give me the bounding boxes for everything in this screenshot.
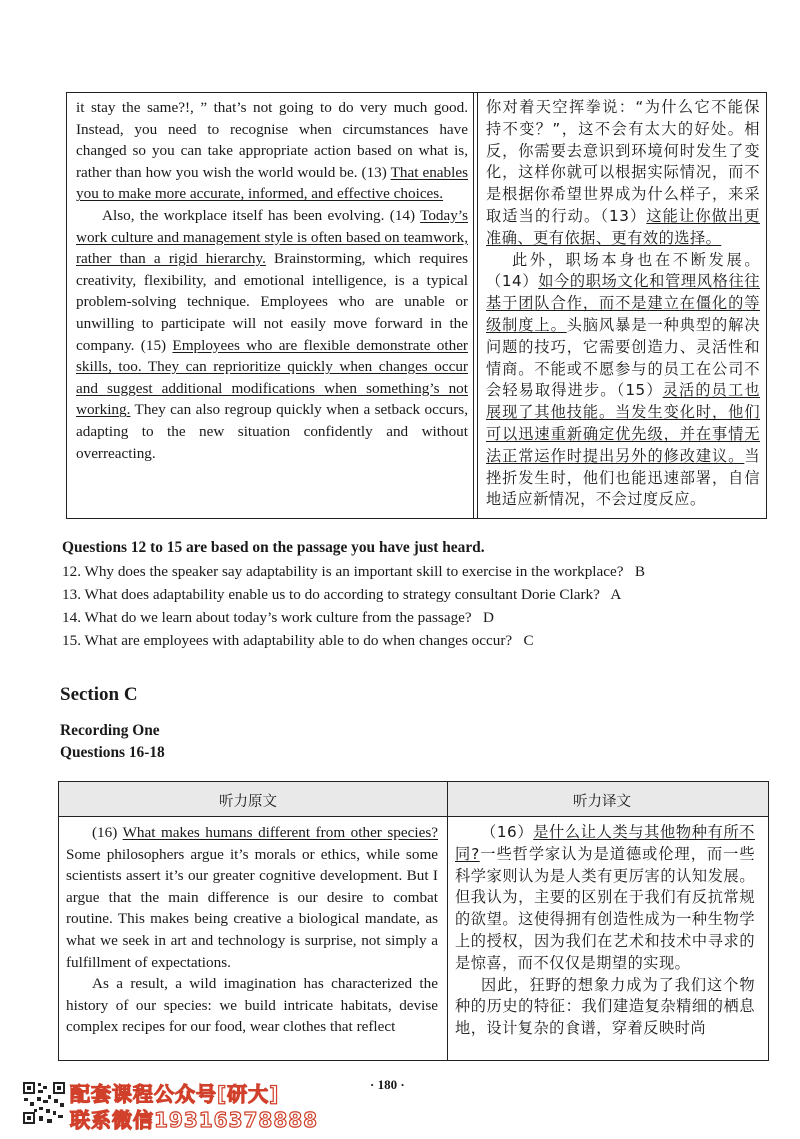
section-title: Section C <box>60 684 138 705</box>
watermark-line-2: 联系微信19316378888 <box>70 1108 319 1132</box>
question-item: 13. What does adaptability enable us to do according to strategy consultant Dorie Clark? A <box>62 586 622 603</box>
question-item: 15. What are employees with adaptability able to do when changes occur? C <box>62 632 534 649</box>
recording-title: Recording One <box>60 722 160 739</box>
questions-range: Questions 16-18 <box>60 744 165 761</box>
answer-underline-14: Today’s work culture and management style is often based on teamwork, rather than a rigid hierarchy. <box>76 206 468 268</box>
en-paragraph: As a result, a wild imagination has characterized the history of our species: we build intricate habitats, devise complex recipes for our food, wear clothes that reflect <box>66 975 438 1036</box>
column-divider <box>477 93 478 518</box>
answer-underline-13: That enables you to make more accurate, informed, and effective choices. <box>76 163 468 203</box>
column-divider <box>447 782 448 1060</box>
answer-underline-16: What makes humans different from other species? <box>122 824 438 841</box>
english-transcript <box>76 97 468 464</box>
header-translation: 听力译文 <box>573 794 631 810</box>
answer-underline-15: Employees who are flexible demonstrate other skills, too. They can reprioritize quickly when changes occur and suggest additional modifications when something’s not working. <box>76 336 468 419</box>
answer-underline-14-zh: 如今的职场文化和管理风格往往基于团队合作，而不是建立在僵化的等级制度上。 <box>486 272 760 334</box>
questions-heading: Questions 12 to 15 are based on the passage you have just heard. <box>62 539 485 556</box>
zh-paragraph: 因此，狂野的想象力成为了我们这个物种的历史的特征：我们建造复杂精细的栖息地，设计复杂的食谱，穿着反映时尚 <box>455 975 755 1038</box>
column-divider <box>473 93 474 518</box>
answer-underline-15-zh: 灵活的员工也展现了其他技能。当发生变化时，他们可以迅速重新确定优先级，并在事情无法正常运作时提出另外的修改建议。 <box>486 381 761 465</box>
header-original: 听力原文 <box>219 794 277 810</box>
zh-paragraph: 此外，职场本身也在不断发展。（14）如今的职场文化和管理风格往往基于团队合作，而不是建立在僵化的等级制度上。头脑风暴是一种典型的解决问题的技巧，它需要创造力、灵活性和情商。不能或不愿参与的员工在公司不会轻易取得进步。（15）灵活的员工也展现了其他技能。当发生变化时，他们可以迅速重新确定优先级，并在事情无法正常运作时提出另外的修改建议。当挫折发生时，他们也能迅速部署，自信地适应新情况，不会过度反应。 <box>486 250 761 509</box>
zh-paragraph: （16）是什么让人类与其他物种有所不同?一些哲学家认为是道德或伦理，而一些科学家则认为是人类有更厉害的认知发展。但我认为，主要的区别在于我们有反抗常规的欲望。这使得拥有创造性成为一种生物学上的授权，因为我们在艺术和技术中寻求的是惊喜，而不仅仅是期望的实现。 <box>455 823 756 972</box>
qr-code-icon <box>22 1081 66 1125</box>
answer-underline-13-zh: 这能让你做出更准确、更有依据、更有效的选择。 <box>486 206 761 247</box>
zh-paragraph: 你对着天空挥拳说：“为什么它不能保持不变？”，这不会有太大的好处。相反，你需要去意识到环境何时发生了变化，这样你就可以根据实际情况，而不是根据你希望世界成为什么样子，来采取适当的行动。（13）这能让你做出更准确、更有依据、更有效的选择。 <box>486 98 761 247</box>
english-transcript <box>66 822 438 1038</box>
en-paragraph: (16) What makes humans different from other species? Some philosophers argue it’s morals or ethics, while some scientists assert it’s our greater cognitive development. But I argue that the main difference is our desire to combat routine. This makes being creative a biological mandate, as what we seek in art and technology is surprise, not simply a fulfillment of expectations. <box>66 824 438 971</box>
page-number: · 180 · <box>370 1077 405 1092</box>
question-item: 14. What do we learn about today’s work culture from the passage? D <box>62 609 495 626</box>
chinese-translation <box>455 822 755 1040</box>
watermark-line-1: 配套课程公众号[研大] <box>70 1082 280 1106</box>
answer-underline-16-zh: 是什么让人类与其他物种有所不同? <box>455 823 755 863</box>
transcript-table-1 <box>66 92 767 519</box>
en-paragraph: it stay the same?!, ” that’s not going to do very much good. Instead, you need to recognise when circumstances have changed so you can take appropriate action based on what is, rather than how you wish the world would be. (13) That enables you to make more accurate, informed, and effective choices. <box>76 99 468 203</box>
transcript-table-2 <box>58 781 769 1061</box>
en-paragraph: Also, the workplace itself has been evolving. (14) Today’s work culture and management style is often based on teamwork, rather than a rigid hierarchy. Brainstorming, which requires creativity, flexibility, and emotional intelligence, is a typical problem-solving technique. Employees who are unable or unwilling to participate will not easily move forward in the company. (15) Employees who are flexible demonstrate other skills, too. They can reprioritize quickly when changes occur and suggest additional modifications when something’s not working. They can also regroup quickly when a setback occurs, adapting to the new situation confidently and without overreacting. <box>76 206 468 462</box>
question-item: 12. Why does the speaker say adaptability is an important skill to exercise in the workplace? B <box>62 563 646 580</box>
chinese-translation <box>486 97 760 511</box>
table-header <box>59 782 768 817</box>
